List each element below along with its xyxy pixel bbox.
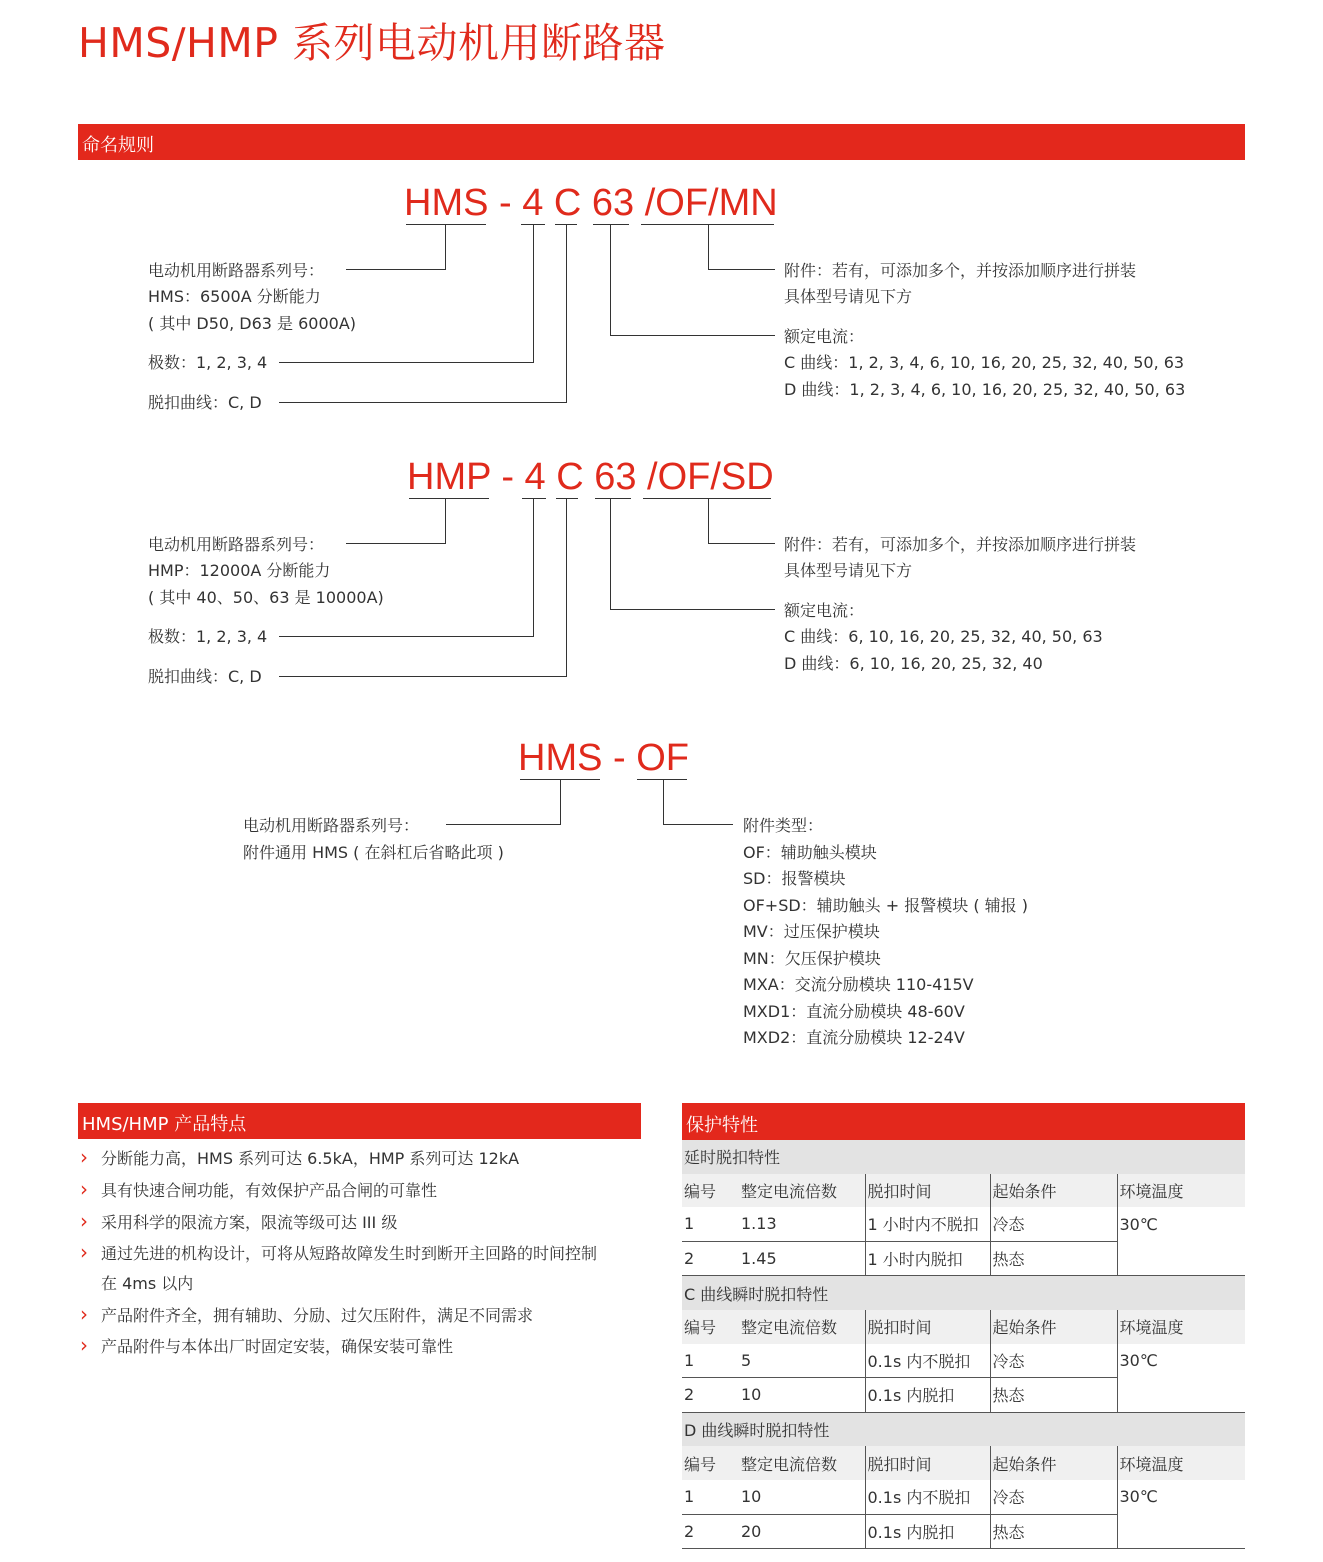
hms-trip-curve: 脱扣曲线：C, D xyxy=(148,393,262,412)
accessory-type-sd: SD：报警模块 xyxy=(743,869,846,888)
table-row xyxy=(682,1241,1245,1276)
hmp-accessory-note: 附件：若有，可添加多个，并按添加顺序进行拼装 xyxy=(784,535,1137,554)
column-header: 起始条件 xyxy=(990,1310,1117,1344)
section-title: C 曲线瞬时脱扣特性 xyxy=(682,1276,1245,1310)
column-header: 整定电流倍数 xyxy=(739,1310,865,1344)
table-cell: 0.1s 内不脱扣 xyxy=(865,1344,990,1378)
chevron-right-icon: › xyxy=(80,1209,88,1233)
table-cell: 30℃ xyxy=(1117,1480,1245,1514)
table-cell: 冷态 xyxy=(990,1480,1117,1514)
column-header: 编号 xyxy=(682,1310,739,1344)
hms-series-label: 电动机用断路器系列号： xyxy=(148,261,325,280)
table-cell: 0.1s 内不脱扣 xyxy=(865,1480,990,1514)
table-cell: 1 小时内不脱扣 xyxy=(865,1207,990,1241)
accessory-type-label: 附件类型： xyxy=(743,816,824,835)
hms-accessory-see-below: 具体型号请见下方 xyxy=(784,287,913,306)
section-title: D 曲线瞬时脱扣特性 xyxy=(682,1412,1245,1446)
table-cell: 冷态 xyxy=(990,1207,1117,1241)
hmp-rated-current-c: C 曲线：6, 10, 16, 20, 25, 32, 40, 50, 63 xyxy=(784,627,1103,646)
protection-table xyxy=(682,1140,1245,1549)
table-cell: 5 xyxy=(739,1344,865,1378)
table-cell: 2 xyxy=(682,1241,739,1276)
hmp-series-label: 电动机用断路器系列号： xyxy=(148,535,325,554)
table-cell: 热态 xyxy=(990,1514,1117,1549)
table-cell: 0.1s 内脱扣 xyxy=(865,1514,990,1549)
table-cell xyxy=(1117,1378,1245,1413)
column-header: 环境温度 xyxy=(1117,1174,1245,1208)
hmp-rated-current-d: D 曲线：6, 10, 16, 20, 25, 32, 40 xyxy=(784,654,1043,673)
hmp-series-breaking: HMP：12000A 分断能力 xyxy=(148,561,331,580)
column-header: 环境温度 xyxy=(1117,1446,1245,1480)
features-header: HMS/HMP 产品特点 xyxy=(78,1103,641,1139)
chevron-right-icon: › xyxy=(80,1333,88,1357)
column-header: 脱扣时间 xyxy=(865,1310,990,1344)
accessory-type-mn: MN：欠压保护模块 xyxy=(743,949,881,968)
chevron-right-icon: › xyxy=(80,1177,88,1201)
table-cell: 0.1s 内脱扣 xyxy=(865,1378,990,1413)
accessory-type-mv: MV：过压保护模块 xyxy=(743,922,880,941)
hms-series-note: ( 其中 D50, D63 是 6000A) xyxy=(148,314,357,333)
table-cell: 热态 xyxy=(990,1378,1117,1413)
accessory-model-code: HMS - OF xyxy=(518,737,689,779)
table-cell: 1.13 xyxy=(739,1207,865,1241)
table-row xyxy=(682,1344,1245,1378)
table-cell: 1 小时内脱扣 xyxy=(865,1241,990,1276)
table-cell: 2 xyxy=(682,1378,739,1413)
accessory-type-of: OF：辅助触头模块 xyxy=(743,843,877,862)
hms-series-breaking: HMS：6500A 分断能力 xyxy=(148,287,321,306)
chevron-right-icon: › xyxy=(80,1240,88,1264)
hms-rated-current-d: D 曲线：1, 2, 3, 4, 6, 10, 16, 20, 25, 32, 40, 50, 63 xyxy=(784,380,1186,399)
table-cell: 1 xyxy=(682,1480,739,1514)
page-title: HMS/HMP 系列电动机用断路器 xyxy=(78,19,666,67)
hmp-poles: 极数：1, 2, 3, 4 xyxy=(148,627,268,646)
column-header: 整定电流倍数 xyxy=(739,1174,865,1208)
column-header: 环境温度 xyxy=(1117,1310,1245,1344)
table-cell xyxy=(1117,1241,1245,1276)
table-row xyxy=(682,1514,1245,1549)
chevron-right-icon: › xyxy=(80,1302,88,1326)
table-cell: 2 xyxy=(682,1514,739,1549)
accessory-series-label: 电动机用断路器系列号： xyxy=(243,816,420,835)
hmp-rated-current-label: 额定电流： xyxy=(784,601,865,620)
table-cell: 20 xyxy=(739,1514,865,1549)
column-header: 起始条件 xyxy=(990,1174,1117,1208)
hmp-trip-curve: 脱扣曲线：C, D xyxy=(148,667,262,686)
table-row xyxy=(682,1378,1245,1413)
hmp-model-code: HMP - 4 C 63 /OF/SD xyxy=(407,456,774,498)
chevron-right-icon: › xyxy=(80,1145,88,1169)
accessory-type-of-sd: OF+SD：辅助触头 + 报警模块 ( 辅报 ) xyxy=(743,896,1029,915)
table-cell xyxy=(1117,1514,1245,1549)
accessory-type-mxd2: MXD2：直流分励模块 12-24V xyxy=(743,1028,965,1047)
column-header: 起始条件 xyxy=(990,1446,1117,1480)
accessory-series-note: 附件通用 HMS ( 在斜杠后省略此项 ) xyxy=(243,843,504,862)
hmp-accessory-see-below: 具体型号请见下方 xyxy=(784,561,913,580)
hms-rated-current-label: 额定电流： xyxy=(784,327,865,346)
section-title: 延时脱扣特性 xyxy=(682,1140,1245,1174)
accessory-type-mxa: MXA：交流分励模块 110-415V xyxy=(743,975,974,994)
hms-accessory-note: 附件：若有，可添加多个，并按添加顺序进行拼装 xyxy=(784,261,1137,280)
hms-rated-current-c: C 曲线：1, 2, 3, 4, 6, 10, 16, 20, 25, 32, 40, 50, 63 xyxy=(784,353,1185,372)
hmp-series-note: ( 其中 40、50、63 是 10000A) xyxy=(148,588,384,607)
column-header: 脱扣时间 xyxy=(865,1174,990,1208)
table-cell: 热态 xyxy=(990,1241,1117,1276)
table-cell: 1.45 xyxy=(739,1241,865,1276)
hms-model-code: HMS - 4 C 63 /OF/MN xyxy=(404,182,778,224)
table-cell: 10 xyxy=(739,1480,865,1514)
column-header: 整定电流倍数 xyxy=(739,1446,865,1480)
table-cell: 30℃ xyxy=(1117,1344,1245,1378)
column-header: 编号 xyxy=(682,1174,739,1208)
table-row xyxy=(682,1480,1245,1514)
table-cell: 冷态 xyxy=(990,1344,1117,1378)
protection-header: 保护特性 xyxy=(682,1103,1245,1140)
naming-rules-header: 命名规则 xyxy=(78,124,1245,160)
table-cell: 1 xyxy=(682,1344,739,1378)
table-cell: 10 xyxy=(739,1378,865,1413)
column-header: 脱扣时间 xyxy=(865,1446,990,1480)
accessory-type-mxd1: MXD1：直流分励模块 48-60V xyxy=(743,1002,965,1021)
table-cell: 30℃ xyxy=(1117,1207,1245,1241)
table-row xyxy=(682,1207,1245,1241)
table-cell: 1 xyxy=(682,1207,739,1241)
hms-poles: 极数：1, 2, 3, 4 xyxy=(148,353,268,372)
column-header: 编号 xyxy=(682,1446,739,1480)
